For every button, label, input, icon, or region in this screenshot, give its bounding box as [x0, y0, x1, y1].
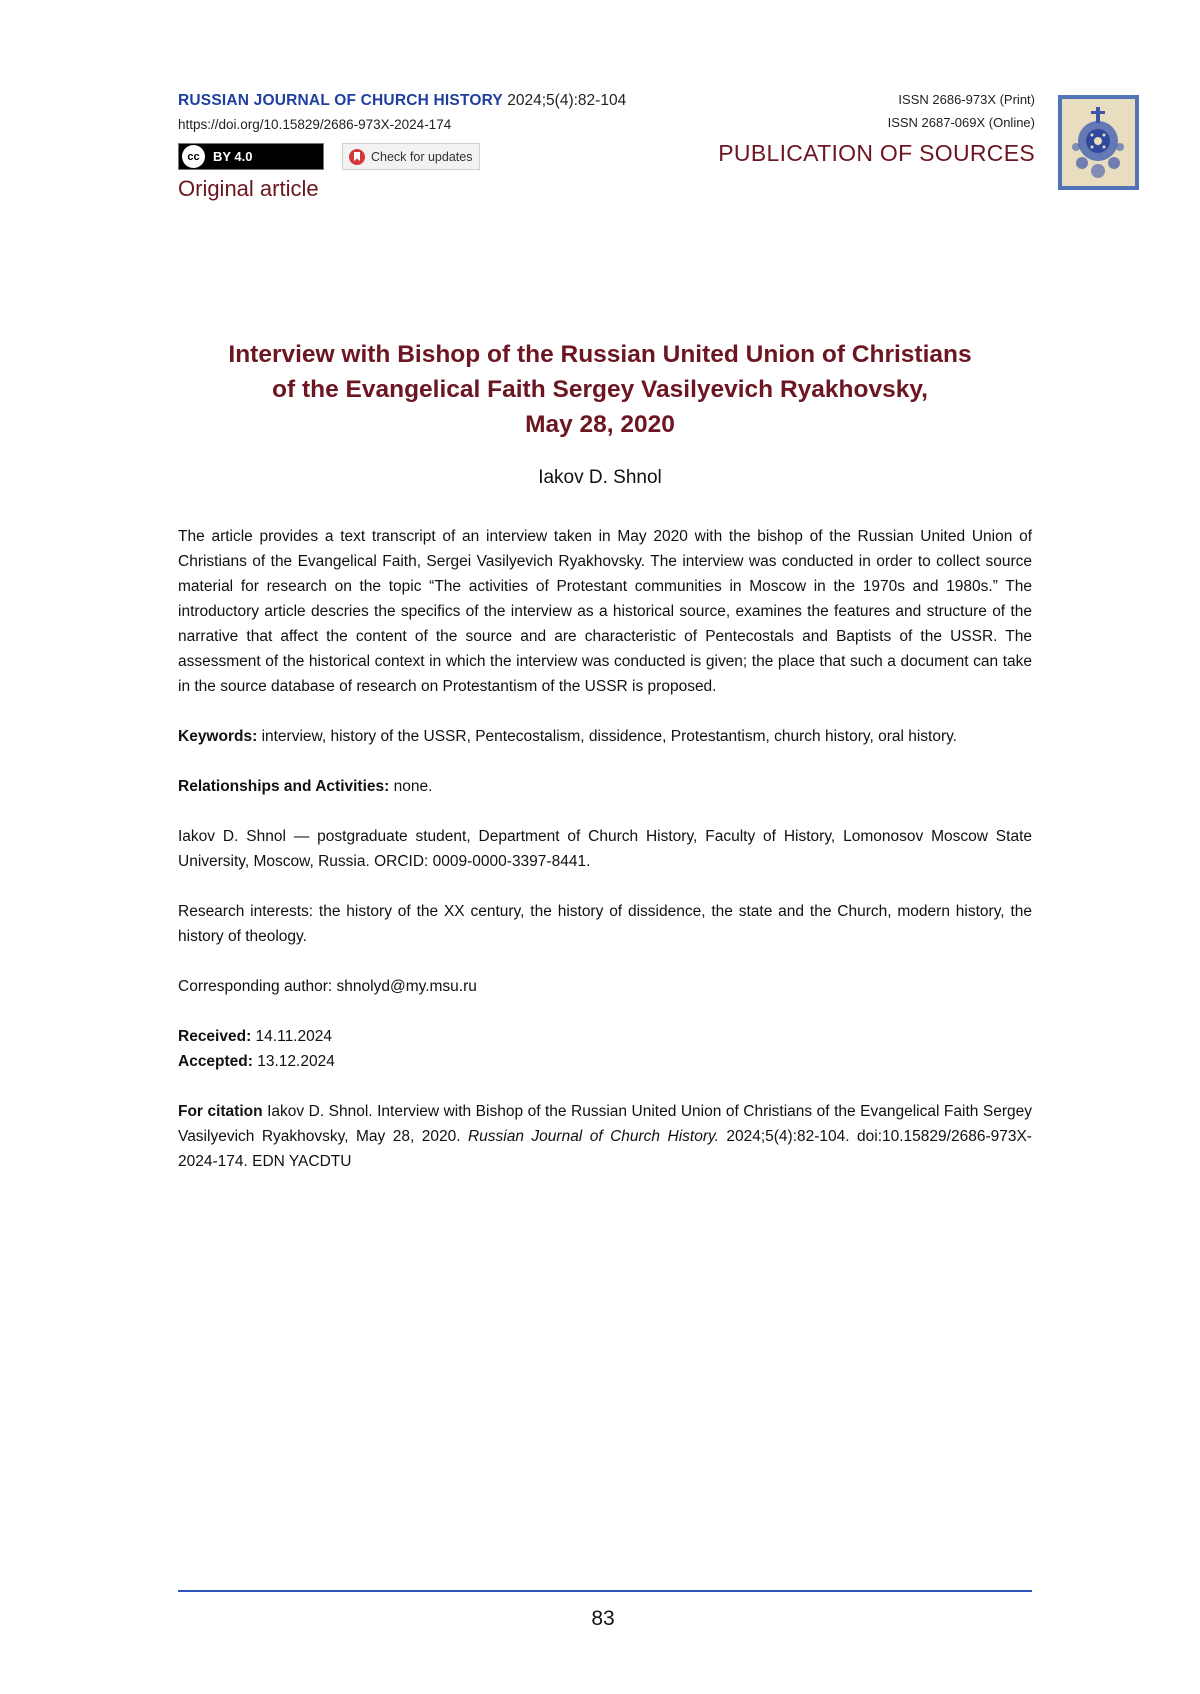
- citation-label: For citation: [178, 1103, 263, 1120]
- citation-text: Iakov D. Shnol. Interview with Bishop of the Russian United Union of Christians of the Evangelical Faith Sergey Vasilyevich Ryakhovsky, May 28, 2020.: [178, 1103, 1032, 1145]
- corresponding-author: Corresponding author: shnolyd@my.msu.ru: [178, 978, 477, 995]
- updates-label: Check for updates: [371, 149, 473, 164]
- keywords: [178, 724, 1032, 749]
- received-label: Received:: [178, 1028, 252, 1045]
- accepted-value: 13.12.2024: [257, 1053, 335, 1070]
- license-label: BY 4.0: [213, 149, 253, 164]
- article-type: Original article: [178, 176, 319, 201]
- title-line: Interview with Bishop of the Russian United Union of Christians: [228, 341, 972, 368]
- citation-tail: 2024;5(4):82-104. doi:10.15829/2686-973X-2024-174. EDN YACDTU: [178, 1128, 1032, 1170]
- author-name: Iakov D. Shnol: [538, 467, 662, 488]
- accepted-label: Accepted:: [178, 1053, 253, 1070]
- relationships-label: Relationships and Activities:: [178, 778, 390, 795]
- journal-header: [178, 92, 626, 110]
- received-value: 14.11.2024: [255, 1028, 332, 1045]
- citation: [178, 1099, 1032, 1174]
- section-title: PUBLICATION OF SOURCES: [718, 140, 1035, 166]
- accepted-date: [178, 1049, 1032, 1074]
- article-title: [150, 337, 1050, 442]
- bookmark-icon: [349, 149, 365, 165]
- footer-divider: [178, 1590, 1032, 1592]
- journal-emblem-icon: [1058, 95, 1139, 190]
- keywords-text: interview, history of the USSR, Pentecostalism, dissidence, Protestantism, church history, oral history.: [261, 728, 958, 745]
- cc-license-badge[interactable]: [178, 143, 324, 170]
- research-interests: Research interests: the history of the XX century, the history of dissidence, the state and the Church, modern history, the history of theology.: [178, 903, 1032, 945]
- relationships: [178, 774, 1032, 799]
- keywords-label: Keywords:: [178, 728, 258, 745]
- author-bio: Iakov D. Shnol — postgraduate student, Department of Church History, Faculty of History, Lomonosov Moscow State University, Moscow, Russia. ORCID: 0009-0000-3397-8441.: [178, 828, 1032, 870]
- issn-online: ISSN 2687-069X (Online): [887, 115, 1035, 130]
- journal-name: RUSSIAN JOURNAL OF CHURCH HISTORY: [178, 92, 503, 109]
- issn-print: ISSN 2686-973X (Print): [898, 92, 1035, 107]
- doi-link[interactable]: https://doi.org/10.15829/2686-973X-2024-174: [178, 117, 452, 132]
- relationships-text: none.: [393, 778, 433, 795]
- abstract: The article provides a text transcript of an interview taken in May 2020 with the bishop of the Russian United Union of Christians of the Evangelical Faith, Sergei Vasilyevich Ryakhovsky. The interview was conducted in order to collect source material for research on the topic “The activities of Protestant communities in Moscow in the 1970s and 1980s.” The introductory article descries the specifics of the interview as a historical source, examines the features and structure of the narrative that affect the content of the source and are characteristic of Pentecostals and Baptists of the USSR. The assessment of the historical context in which the interview was conducted is given; the place that such a document can take in the source database of research on Protestantism of the USSR is proposed.: [178, 528, 1032, 695]
- page-number: 83: [591, 1607, 615, 1630]
- title-line: May 28, 2020: [525, 411, 675, 438]
- citation-journal: Russian Journal of Church History.: [467, 1128, 719, 1145]
- received-date: [178, 1024, 1032, 1049]
- journal-issue: 2024;5(4):82-104: [507, 92, 627, 109]
- title-line: of the Evangelical Faith Sergey Vasilyevich Ryakhovsky,: [272, 376, 928, 403]
- check-for-updates-badge[interactable]: [342, 143, 480, 170]
- cc-icon: cc: [182, 145, 205, 168]
